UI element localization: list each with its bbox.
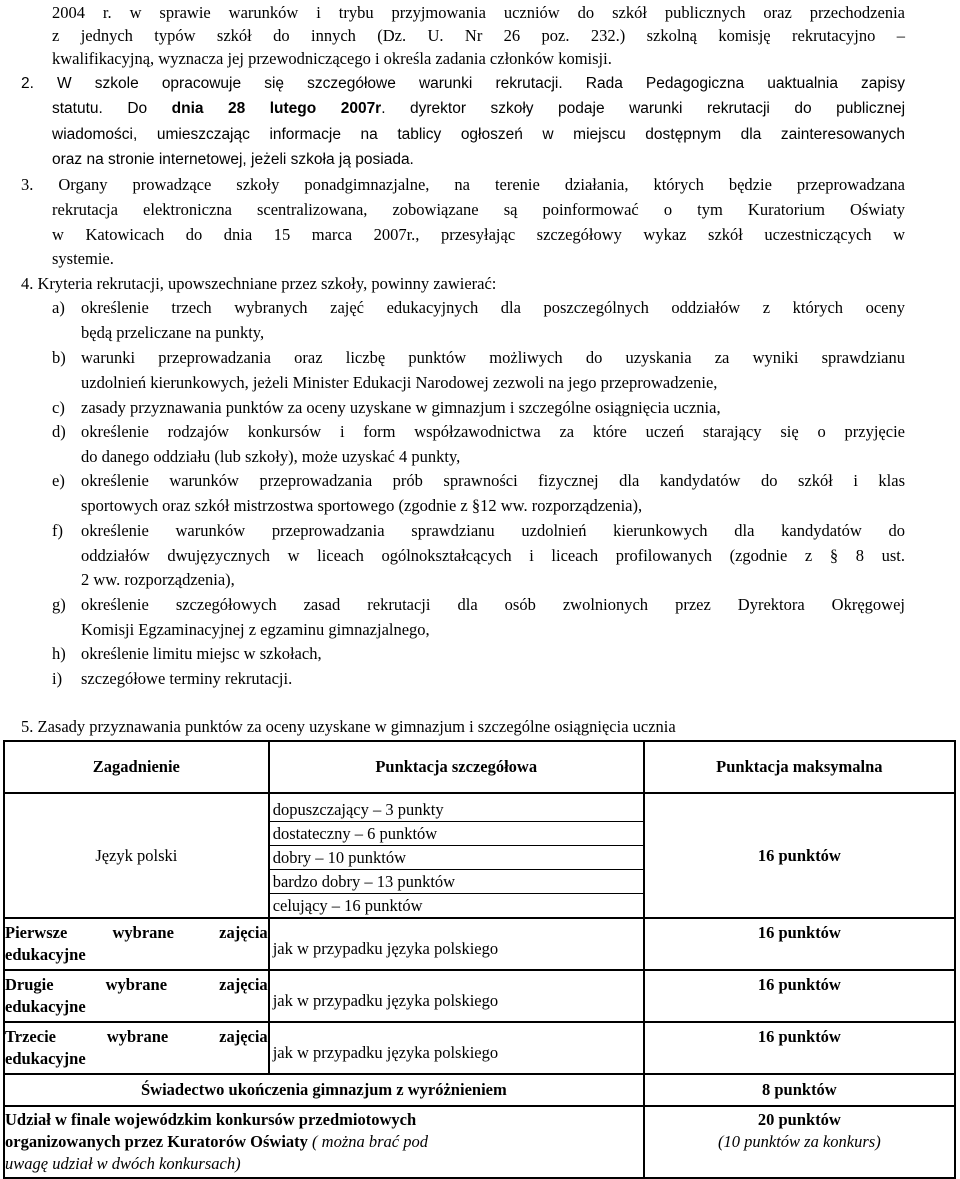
p4-item-d-marker: d) xyxy=(52,422,66,441)
polish-max: 16 punktów xyxy=(644,793,955,918)
p4-item-i-marker: i) xyxy=(52,669,63,688)
p3-line-3: w Katowicach do dnia 15 marca 2007r., przesyłając szczegółowy wykaz szkół uczestniczących w xyxy=(52,225,905,244)
elective-3-label: Trzecie wybrane zajęcia edukacyjne xyxy=(4,1022,269,1074)
p2-line-2a: statutu. Do xyxy=(52,100,172,117)
p4-item-e-marker: e) xyxy=(52,471,65,490)
table-row xyxy=(4,793,955,918)
elective-3-max: 16 punktów xyxy=(644,1022,955,1074)
grade-item: celujący – 16 punktów xyxy=(272,896,423,915)
elective-2-detail: jak w przypadku języka polskiego xyxy=(269,970,644,1022)
contest-max: 20 punktów (10 punktów za konkurs) xyxy=(644,1106,955,1178)
p4-item-h-line-1: określenie limitu miejsc w szkołach, xyxy=(81,644,322,663)
p4-item-f-marker: f) xyxy=(52,521,63,540)
p4-item-b-line-1: warunki przeprowadzania oraz liczbę punktów możliwych do uzyskania za wyniki sprawdzianu xyxy=(81,348,905,367)
certificate-max: 8 punktów xyxy=(644,1074,955,1106)
p4-item-i-line-1: szczegółowe terminy rekrutacji. xyxy=(81,669,293,688)
p2-deadline: dnia 28 lutego 2007r xyxy=(171,100,382,117)
p4-item-a-marker: a) xyxy=(52,298,65,317)
p5-heading: 5. Zasady przyznawania punktów za oceny uzyskane w gimnazjum i szczególne osiągnięcia ucznia xyxy=(21,717,676,736)
intro-line-1: 2004 r. w sprawie warunków i trybu przyjmowania uczniów do szkół publicznych oraz przechodzenia xyxy=(52,3,905,22)
p4-item-c-marker: c) xyxy=(52,398,65,417)
p4-item-h-marker: h) xyxy=(52,644,66,663)
contest-label: Udział w finale wojewódzkim konkursów przedmiotowych organizowanych przez Kuratorów Oświaty ( można brać pod uwagę udział w dwóch konkursach) xyxy=(4,1106,644,1178)
p4-item-e-line-2: sportowych oraz szkół mistrzostwa sportowego (zgodnie z §12 ww. rozporządzenia), xyxy=(81,496,643,515)
elective-3-detail: jak w przypadku języka polskiego xyxy=(269,1022,644,1074)
intro-line-2: z jednych typów szkół do innych (Dz. U. Nr 26 poz. 232.) szkolną komisję rekrutacyjno – xyxy=(52,26,905,45)
p3-line-1: 3. Organy prowadzące szkoły ponadgimnazjalne, na terenie działania, których będzie przeprowadzana xyxy=(21,175,905,194)
p4-item-e-line-1: określenie warunków przeprowadzania prób sprawności fizycznej dla kandydatów do szkół i klas xyxy=(81,471,905,490)
header-max: Punktacja maksymalna xyxy=(644,741,955,793)
grade-item: dobry – 10 punktów xyxy=(270,846,643,870)
p2-line-2c: . dyrektor szkoły podaje warunki rekrutacji do publicznej xyxy=(381,100,906,117)
p4-item-d-line-1: określenie rodzajów konkursów i form współzawodnictwa za które uczeń starający się o przyjęcie xyxy=(81,422,905,441)
header-detail: Punktacja szczegółowa xyxy=(269,741,644,793)
p2-line-2 xyxy=(52,98,905,119)
p2-line-4: oraz na stronie internetowej, jeżeli szkoła ją posiada. xyxy=(52,151,414,168)
elective-1-max: 16 punktów xyxy=(644,918,955,970)
polish-grades xyxy=(269,793,644,918)
p4-item-b-marker: b) xyxy=(52,348,66,367)
elective-2-label: Drugie wybrane zajęcia edukacyjne xyxy=(4,970,269,1022)
points-table xyxy=(3,740,956,1179)
table-row xyxy=(4,1074,955,1106)
elective-1-label: Pierwsze wybrane zajęcia edukacyjne xyxy=(4,918,269,970)
p2-line-1: 2. W szkole opracowuje się szczegółowe warunki rekrutacji. Rada Pedagogiczna uaktualnia zapisy xyxy=(21,75,905,92)
certificate-label: Świadectwo ukończenia gimnazjum z wyróżnieniem xyxy=(4,1074,644,1106)
p2-line-3: wiadomości, umieszczając informacje na tablicy ogłoszeń w miejscu dostępnym dla zainteresowanych xyxy=(52,126,905,143)
p4-item-f-line-2: oddziałów dwujęzycznych w liceach ogólnokształcących i liceach profilowanych (zgodnie z § 8 ust. xyxy=(81,546,905,565)
table-row xyxy=(4,1106,955,1178)
p4-lead: 4. Kryteria rekrutacji, upowszechniane przez szkoły, powinny zawierać: xyxy=(21,274,497,293)
p4-item-a-line-1: określenie trzech wybranych zajęć edukacyjnych dla poszczególnych oddziałów z których oceny xyxy=(81,298,905,317)
p4-item-g-line-1: określenie szczegółowych zasad rekrutacji dla osób zwolnionych przez Dyrektora Okręgowej xyxy=(81,595,905,614)
header-topic: Zagadnienie xyxy=(4,741,269,793)
table-row xyxy=(4,1022,955,1074)
grade-item: bardzo dobry – 13 punktów xyxy=(270,870,643,894)
table-header-row xyxy=(4,741,955,793)
p4-item-a-line-2: będą przeliczane na punkty, xyxy=(81,323,265,342)
p3-line-4: systemie. xyxy=(52,249,114,268)
elective-2-max: 16 punktów xyxy=(644,970,955,1022)
grade-item: dopuszczający – 3 punkty xyxy=(270,798,643,822)
p4-item-g-line-2: Komisji Egzaminacyjnej z egzaminu gimnazjalnego, xyxy=(81,620,430,639)
p4-item-f-line-3: 2 ww. rozporządzenia), xyxy=(81,570,235,589)
table-row xyxy=(4,970,955,1022)
p4-item-b-line-2: uzdolnień kierunkowych, jeżeli Minister Edukacji Narodowej zezwoli na jego przeprowadzenie, xyxy=(81,373,718,392)
p4-item-g-marker: g) xyxy=(52,595,66,614)
intro-line-3: kwalifikacyjną, wyznacza jej przewodniczącego i określa zadania członków komisji. xyxy=(52,49,612,68)
table-row xyxy=(4,918,955,970)
p3-line-2: rekrutacja elektroniczna scentralizowana, zobowiązane są poinformować o tym Kuratorium Oświaty xyxy=(52,200,905,219)
p4-item-d-line-2: do danego oddziału (lub szkoły), może uzyskać 4 punkty, xyxy=(81,447,461,466)
p4-item-f-line-1: określenie warunków przeprowadzania sprawdzianu uzdolnień kierunkowych dla kandydatów do xyxy=(81,521,905,540)
polish-subject: Język polski xyxy=(4,793,269,918)
grade-item: dostateczny – 6 punktów xyxy=(270,822,643,846)
p4-item-c-line-1: zasady przyznawania punktów za oceny uzyskane w gimnazjum i szczególne osiągnięcia ucznia, xyxy=(81,398,721,417)
elective-1-detail: jak w przypadku języka polskiego xyxy=(269,918,644,970)
